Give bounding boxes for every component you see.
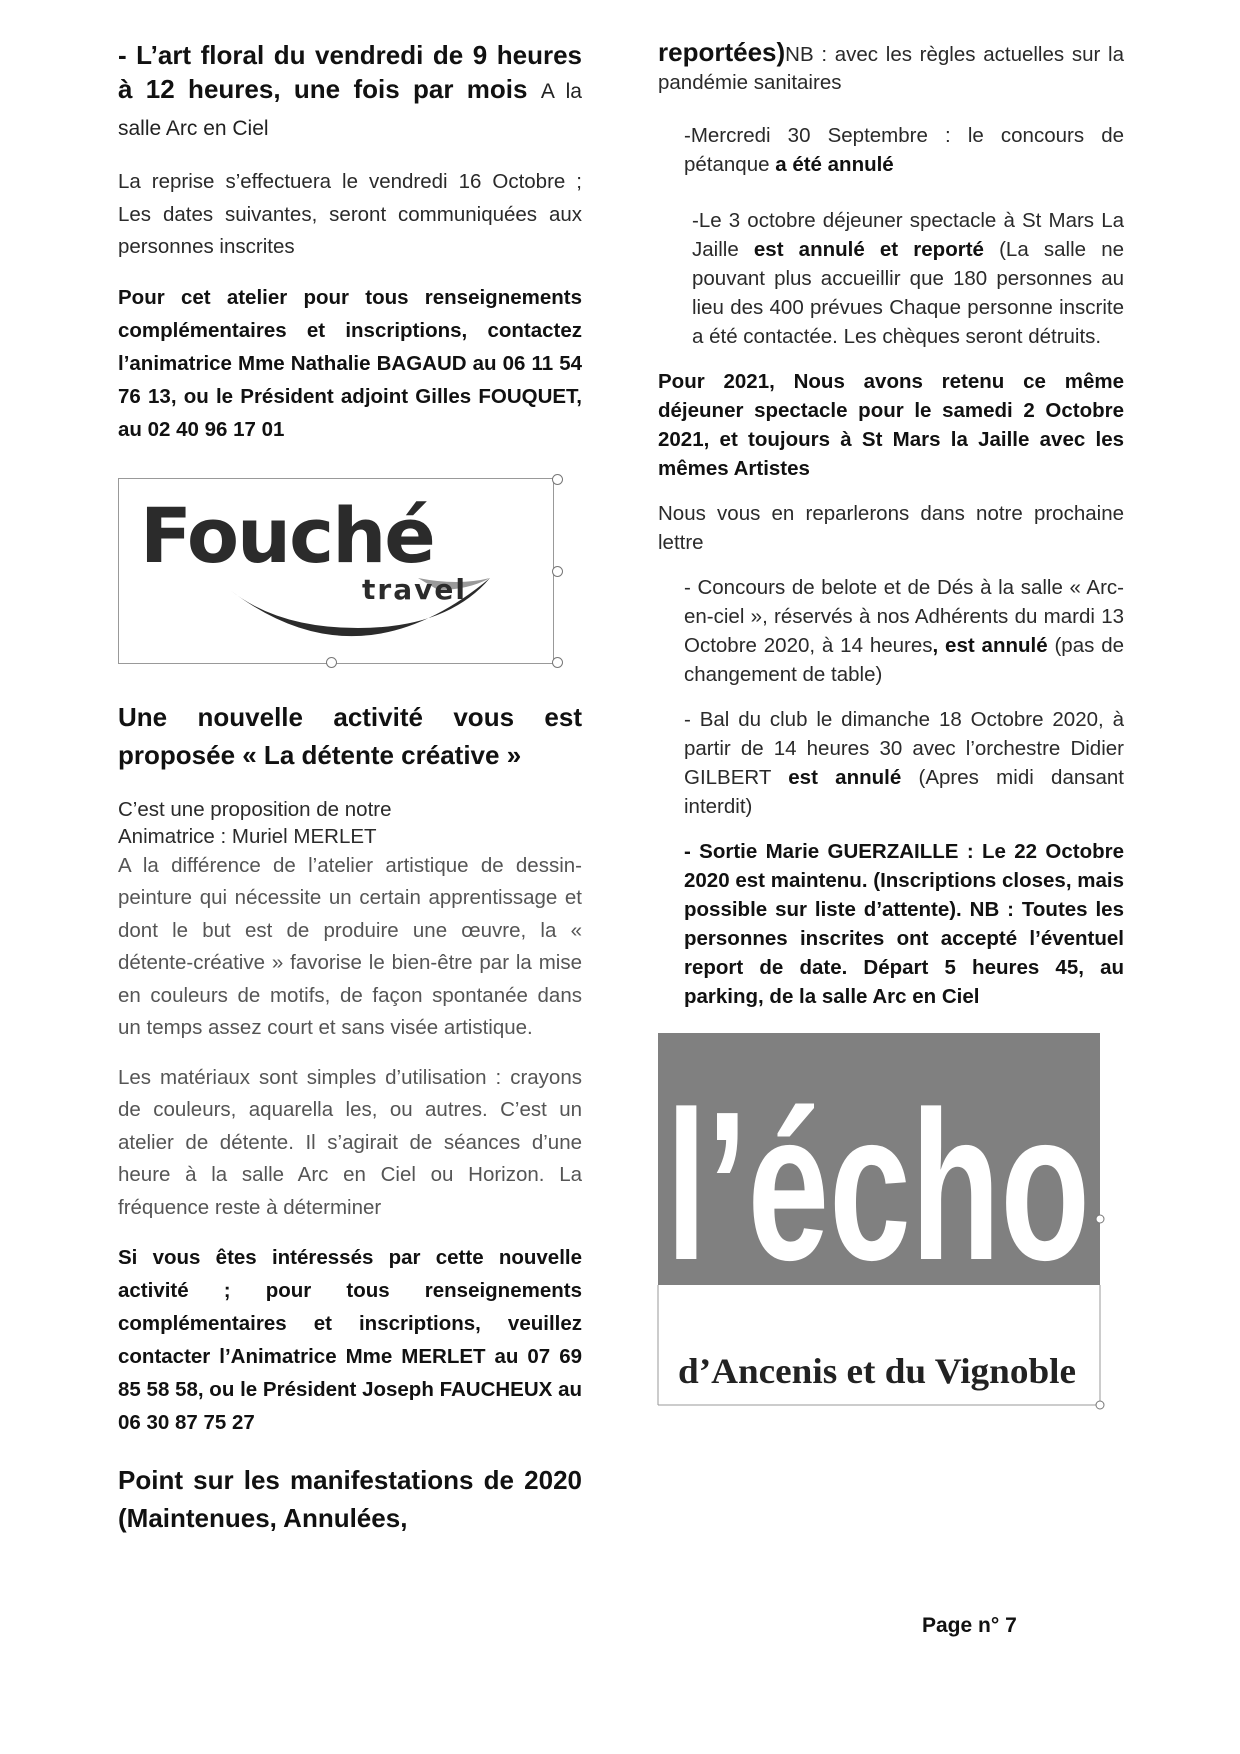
echo-title: l’écho [666,1067,1090,1304]
detente-contact: Si vous êtes intéressés par cette nouvelle activité ; pour tous renseignements complémentaires et inscriptions, veuillez contacter l’Animatrice Mme MERLET au 07 69 85 58 58, ou le Président Joseph FAUCHEUX au 06 30 87 75 27 [118,1246,582,1434]
art-floral-reprise: La reprise s’effectuera le vendredi 16 Octobre ; Les dates suivantes, seront communiquées aux personnes inscrites [118,170,582,258]
resize-handle [1096,1401,1104,1409]
dejeuner-detail: (La salle ne pouvant plus accueillir que 180 personnes au lieu des 400 prévues Chaque personne inscrite a été contactée. Les chèques seront détruits. [692,238,1125,348]
nb-note: NB : avec les règles actuelles sur la pandémie sanitaires [658,43,1124,94]
detente-heading: Une nouvelle activité vous est proposée « La détente créative » [118,701,582,770]
bal-item [658,705,1124,821]
left-column [118,38,582,1537]
petanque-item [658,121,1124,179]
bal-status: est annulé [788,766,902,789]
echo-logo-graphic [658,1033,1104,1413]
right-column [658,38,1124,1413]
dejeuner-item [658,206,1124,351]
detente-intro-line2: Animatrice : Muriel MERLET [118,824,377,848]
art-floral-contact: Pour cet atelier pour tous renseignements complémentaires et inscriptions, contactez l’animatrice Mme Nathalie BAGAUD au 06 11 54 76 13, ou le Président adjoint Gilles FOUQUET, au 02 40 96 17 01 [118,285,582,441]
petanque-text: -Mercredi 30 Septembre : le concours de pétanque [684,124,1124,176]
petanque-status: a été annulé [775,153,894,176]
bal-detail: (Apres midi dansant interdit) [684,766,1125,818]
sortie-item: - Sortie Marie GUERZAILLE : Le 22 Octobre 2020 est maintenu. (Inscriptions closes, mais possible sur liste d’attente). NB : Toutes les personnes inscrites ont accepté l’éventuel report de date. Départ 5 heures 45, au parking, de la salle Arc en Ciel [684,840,1124,1008]
page-number: Page n° 7 [922,1614,1017,1637]
fouche-logo-graphic [118,478,558,668]
art-floral-title: - L’art floral du vendredi de 9 heures à 12 heures, une fois par mois [118,40,582,104]
dejeuner-text: -Le 3 octobre déjeuner spectacle à St Mars La Jaille [692,209,1124,261]
manifestations-heading: Point sur les manifestations de 2020 (Maintenues, Annulées, [118,1465,582,1533]
plan-2021: Pour 2021, Nous avons retenu ce même déjeuner spectacle pour le samedi 2 Octobre 2021, et toujours à St Mars la Jaille avec les mêmes Artistes [658,370,1124,480]
fouche-tagline: travel [362,572,467,606]
echo-ancenis-logo [658,1033,1104,1413]
reparler-note: Nous vous en reparlerons dans notre prochaine lettre [658,502,1124,554]
belote-text: - Concours de belote et de Dés à la salle « Arc-en-ciel », réservés à nos Adhérents du mardi 13 Octobre 2020, à 14 heures [684,576,1124,657]
belote-detail: (pas de changement de table) [684,634,1124,686]
manifestations-title-end: reportées) [658,37,786,67]
detente-description: A la différence de l’atelier artistique de dessin-peinture qui nécessite un certain apprentissage et dont le but est de produire une œuvre, la « détente-créative » favorise le bien-être par la mise en couleurs de motifs, de façon spontanée dans un temps assez court et sans visée artistique. [118,853,582,1039]
detente-intro-line1: C’est une proposition de notre [118,797,392,821]
belote-item [658,573,1124,689]
belote-status: , est annulé [932,634,1048,657]
bal-text: - Bal du club le dimanche 18 Octobre 2020, à partir de 14 heures 30 avec l’orchestre Didier GILBERT [684,708,1124,789]
detente-materials: Les matériaux sont simples d’utilisation : crayons de couleurs, aquarella les, ou autres. C’est un atelier de détente. Il s’agirait de séances d’une heure à la salle Arc en Ciel ou Horizon. La fréquence reste à déterminer [118,1065,582,1219]
fouche-travel-logo [118,478,558,668]
fouche-brand: Fouché [140,490,434,580]
echo-subtitle: d’Ancenis et du Vignoble [678,1351,1077,1391]
art-floral-location: A la salle Arc en Ciel [118,80,582,140]
manifestations-continued [658,38,1124,97]
dejeuner-status: est annulé et reporté [753,238,984,261]
art-floral-heading [118,38,582,146]
resize-handle [1096,1215,1104,1223]
